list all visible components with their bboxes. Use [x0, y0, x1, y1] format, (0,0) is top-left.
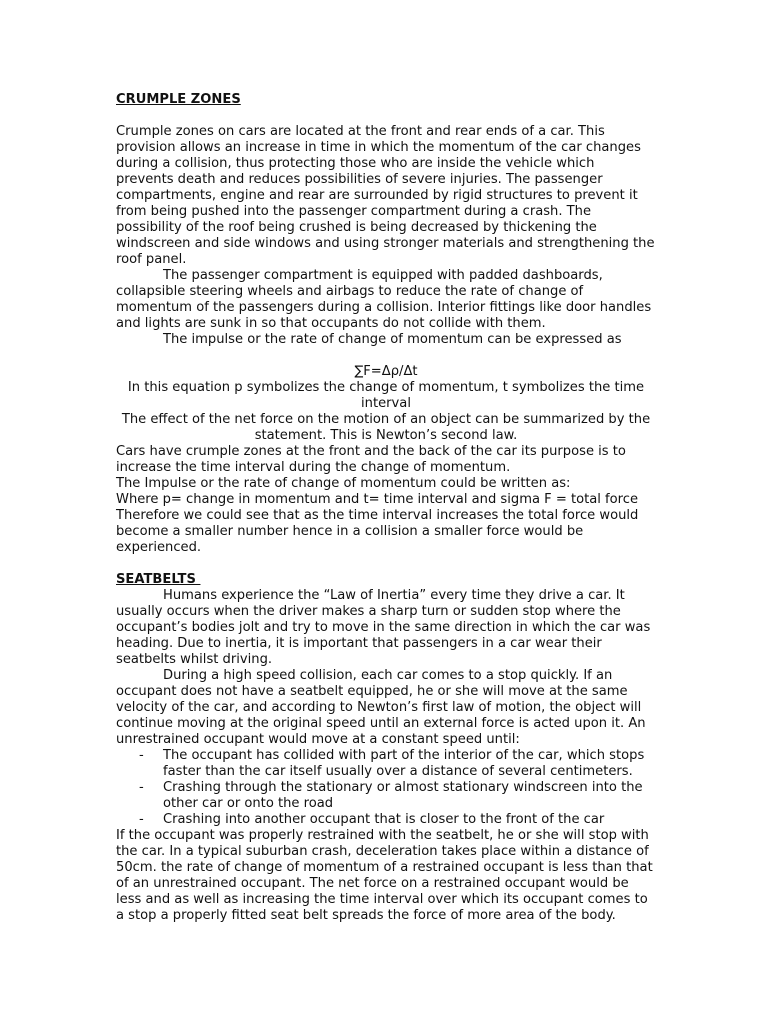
crumple-zones-paragraph-5: The effect of the net force on the motion of an object can be summarized by the statement. This is Newton’s second law. [121, 412, 651, 443]
spacer [116, 348, 656, 364]
seatbelts-paragraph-2: During a high speed collision, each car comes to a stop quickly. If an occupant does not have a seatbelt equipped, he or she will move at the same velocity of the car, and according to Newton’s first law of motion, the object will continue moving at the original speed until an external force is acted upon it. An unrestrained occupant would move at a constant speed until: [116, 668, 646, 747]
list-item [116, 812, 656, 828]
crumple-zones-paragraph-1: Crumple zones on cars are located at the front and rear ends of a car. This provision allows an increase in time in which the momentum of the car changes during a collision, thus protecting those who are inside the vehicle which prevents death and reduces possibilities of severe injuries. The passenger compartments, engine and rear are surrounded by rigid structures to prevent it from being pushed into the passenger compartment during a crash. The possibility of the roof being crushed is being decreased by thickening the windscreen and side windows and using stronger materials and strengthening the roof panel. [116, 124, 655, 267]
list-item-text: Crashing into another occupant that is closer to the front of the car [163, 812, 605, 827]
spacer [116, 556, 656, 572]
impulse-equation: ∑F=Δρ/Δt [354, 364, 418, 379]
crumple-zones-paragraph-7: The Impulse or the rate of change of momentum could be written as: [116, 476, 571, 491]
bullet-marker: - [139, 812, 144, 827]
document-page [116, 92, 656, 924]
crumple-zones-paragraph-9: Therefore we could see that as the time interval increases the total force would become a smaller number hence in a collision a smaller force would be experienced. [116, 508, 639, 555]
list-item [116, 748, 656, 780]
seatbelts-heading: SEATBELTS [116, 572, 201, 587]
bullet-marker: - [139, 748, 144, 763]
bullet-marker: - [139, 780, 144, 795]
crumple-zones-paragraph-3: The impulse or the rate of change of momentum can be expressed as [163, 332, 622, 347]
list-item [116, 780, 656, 812]
crumple-zones-heading: CRUMPLE ZONES [116, 92, 241, 107]
crumple-zones-paragraph-2: The passenger compartment is equipped with padded dashboards, collapsible steering wheels and airbags to reduce the rate of change of momentum of the passengers during a collision. Interior fittings like door handles and lights are sunk in so that occupants do not collide with them. [116, 268, 652, 331]
bullet-list [116, 748, 656, 828]
list-item-text: The occupant has collided with part of the interior of the car, which stops faster than the car itself usually over a distance of several centimeters. [163, 748, 645, 779]
seatbelts-paragraph-3: If the occupant was properly restrained with the seatbelt, he or she will stop with the car. In a typical suburban crash, deceleration takes place within a distance of 50cm. the rate of change of momentum of a restrained occupant is less than that of an unrestrained occupant. The net force on a restrained occupant would be less and as well as increasing the time interval over which its occupant comes to a stop a properly fitted seat belt spreads the force of more area of the body. [116, 828, 653, 923]
list-item-text: Crashing through the stationary or almost stationary windscreen into the other car or onto the road [163, 780, 643, 811]
crumple-zones-paragraph-6: Cars have crumple zones at the front and the back of the car its purpose is to increase the time interval during the change of momentum. [116, 444, 626, 475]
crumple-zones-paragraph-8: Where p= change in momentum and t= time interval and sigma F = total force [116, 492, 639, 507]
seatbelts-paragraph-1: Humans experience the “Law of Inertia” every time they drive a car. It usually occurs when the driver makes a sharp turn or sudden stop where the occupant’s bodies jolt and try to move in the same direction in which the car was heading. Due to inertia, it is important that passengers in a car wear their seatbelts whilst driving. [116, 588, 651, 667]
crumple-zones-paragraph-4: In this equation p symbolizes the change of momentum, t symbolizes the time interval [127, 380, 645, 411]
spacer [116, 108, 656, 124]
